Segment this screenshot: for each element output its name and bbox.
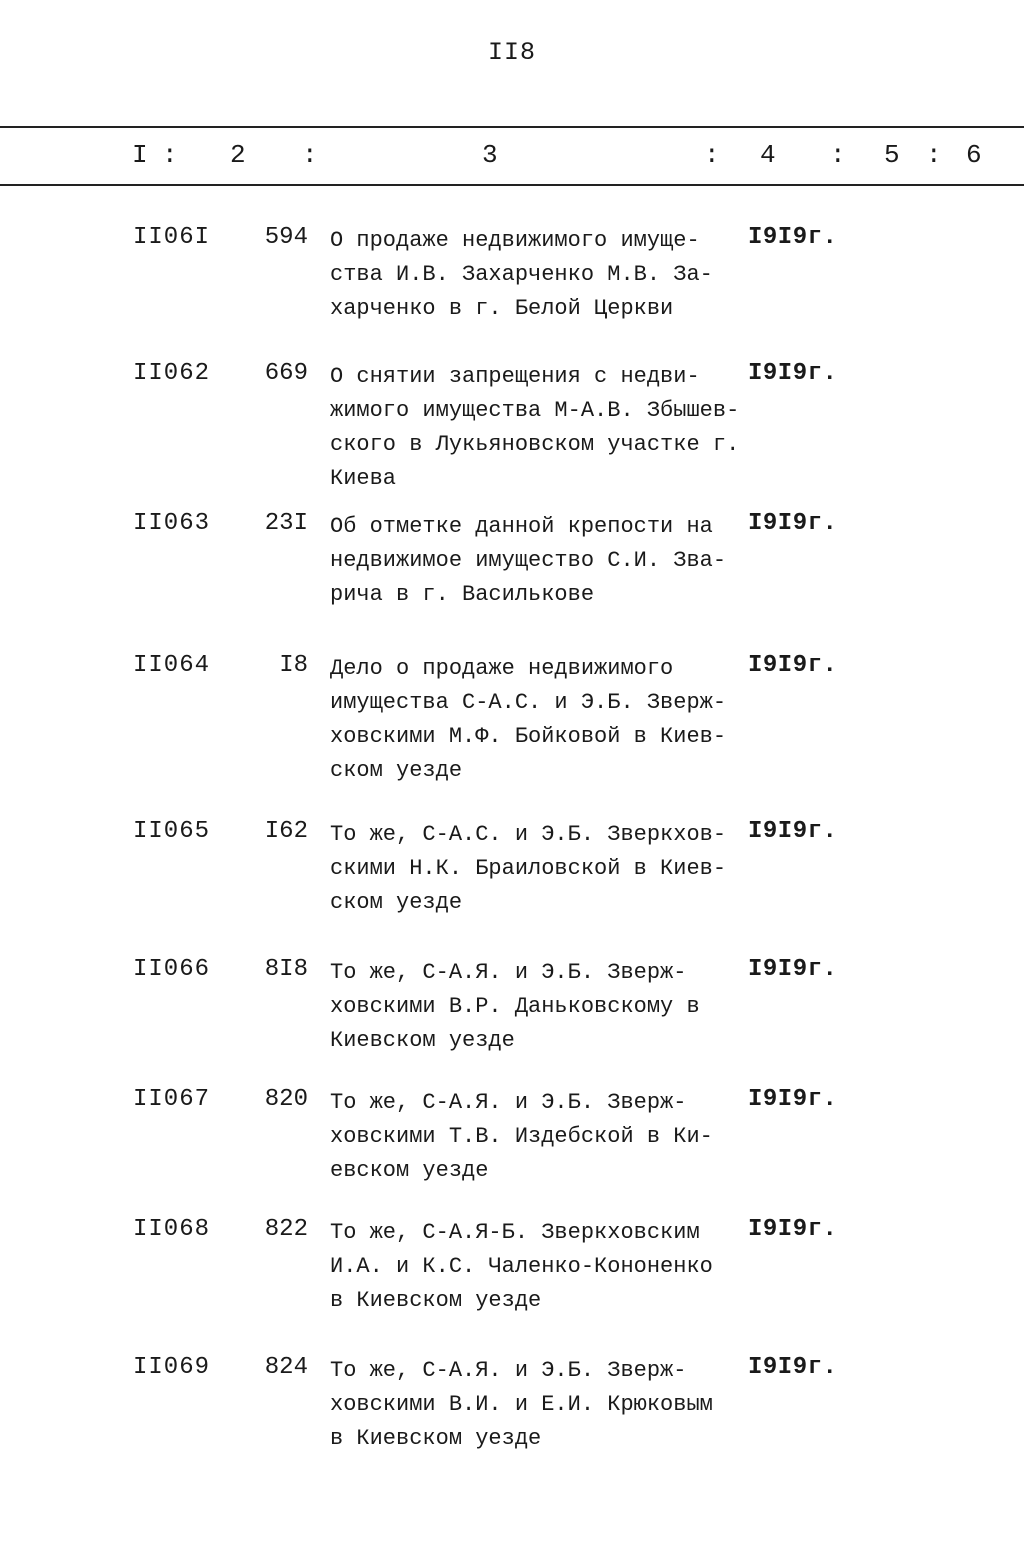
entry-year: I9I9г. <box>748 510 838 537</box>
entry-year: I9I9г. <box>748 1216 838 1243</box>
description-line: рича в г. Василькове <box>330 582 595 607</box>
entry-number: II064 <box>132 652 210 679</box>
entry-number: II066 <box>132 956 210 983</box>
description-line: харченко в г. Белой Церкви <box>330 296 674 321</box>
entry-year: I9I9г. <box>748 956 838 983</box>
entry-number: II065 <box>132 818 210 845</box>
description-line: О продаже недвижимого имуще- <box>330 228 700 253</box>
description-line: ства И.В. Захарченко М.В. За- <box>330 262 713 287</box>
description-line: То же, С-А.Я. и Э.Б. Зверж- <box>330 960 687 985</box>
description-line: То же, С-А.Я-Б. Зверкховским <box>330 1220 700 1245</box>
entry-code: 8I8 <box>264 956 308 983</box>
entry-number: II063 <box>132 510 210 537</box>
entry-code: 822 <box>264 1216 308 1243</box>
description-line: Дело о продаже недвижимого <box>330 656 674 681</box>
column-header-3: 3 <box>482 140 498 170</box>
entry-description <box>330 1216 750 1318</box>
entry-description <box>330 1354 750 1456</box>
entry-code: 594 <box>264 224 308 251</box>
entry-year: I9I9г. <box>748 1086 838 1113</box>
entry-year: I9I9г. <box>748 652 838 679</box>
entry-number: II068 <box>132 1216 210 1243</box>
entry-description <box>330 510 750 612</box>
entry-number: II06I <box>132 224 210 251</box>
description-line: в Киевском уезде <box>330 1288 542 1313</box>
description-line: жимого имущества М-А.В. Збышев- <box>330 398 740 423</box>
column-header-4: 4 <box>760 140 776 170</box>
entry-code: 824 <box>264 1354 308 1381</box>
entry-description <box>330 956 750 1058</box>
entry-number: II069 <box>132 1354 210 1381</box>
description-line: имущества С-А.С. и Э.Б. Зверж- <box>330 690 727 715</box>
entry-number: II067 <box>132 1086 210 1113</box>
column-header-5: 5 <box>884 140 900 170</box>
description-line: евском уезде <box>330 1158 489 1183</box>
description-line: И.А. и К.С. Чаленко-Кононенко <box>330 1254 713 1279</box>
entry-code: 23I <box>264 510 308 537</box>
column-separator: : <box>926 140 942 170</box>
entry-description <box>330 224 750 326</box>
entry-description <box>330 652 750 788</box>
description-line: Киева <box>330 466 397 491</box>
description-line: скими Н.К. Браиловской в Киев- <box>330 856 727 881</box>
column-separator: : <box>302 140 318 170</box>
header-top-rule <box>0 126 1024 128</box>
description-line: То же, С-А.Я. и Э.Б. Зверж- <box>330 1090 687 1115</box>
header-bottom-rule <box>0 184 1024 186</box>
entry-code: 669 <box>264 360 308 387</box>
description-line: ховскими Т.В. Издебской в Ки- <box>330 1124 713 1149</box>
entry-description <box>330 1086 750 1188</box>
description-line: ховскими М.Ф. Бойковой в Киев- <box>330 724 727 749</box>
column-separator: : <box>162 140 178 170</box>
description-line: Киевском уезде <box>330 1028 515 1053</box>
page-number: II8 <box>487 38 536 67</box>
description-line: ском уезде <box>330 758 463 783</box>
column-separator: : <box>704 140 720 170</box>
description-line: Об отметке данной крепости на <box>330 514 713 539</box>
entry-description <box>330 818 750 920</box>
description-line: То же, С-А.Я. и Э.Б. Зверж- <box>330 1358 687 1383</box>
entry-year: I9I9г. <box>748 1354 838 1381</box>
description-line: ховскими В.И. и Е.И. Крюковым <box>330 1392 713 1417</box>
description-line: ском уезде <box>330 890 463 915</box>
entry-code: I62 <box>264 818 308 845</box>
entry-number: II062 <box>132 360 210 387</box>
description-line: в Киевском уезде <box>330 1426 542 1451</box>
entry-code: I8 <box>279 652 308 679</box>
column-header-6: 6 <box>966 140 982 170</box>
description-line: То же, С-А.С. и Э.Б. Зверкхов- <box>330 822 727 847</box>
description-line: О снятии запрещения с недви- <box>330 364 700 389</box>
description-line: ховскими В.Р. Даньковскому в <box>330 994 700 1019</box>
column-separator: : <box>830 140 846 170</box>
entry-code: 820 <box>264 1086 308 1113</box>
entry-year: I9I9г. <box>748 818 838 845</box>
column-header-1: I <box>132 140 148 170</box>
entry-description <box>330 360 750 496</box>
column-header-2: 2 <box>230 140 246 170</box>
entry-year: I9I9г. <box>748 224 838 251</box>
description-line: недвижимое имущество С.И. Зва- <box>330 548 727 573</box>
entry-year: I9I9г. <box>748 360 838 387</box>
description-line: ского в Лукьяновском участке г. <box>330 432 740 457</box>
